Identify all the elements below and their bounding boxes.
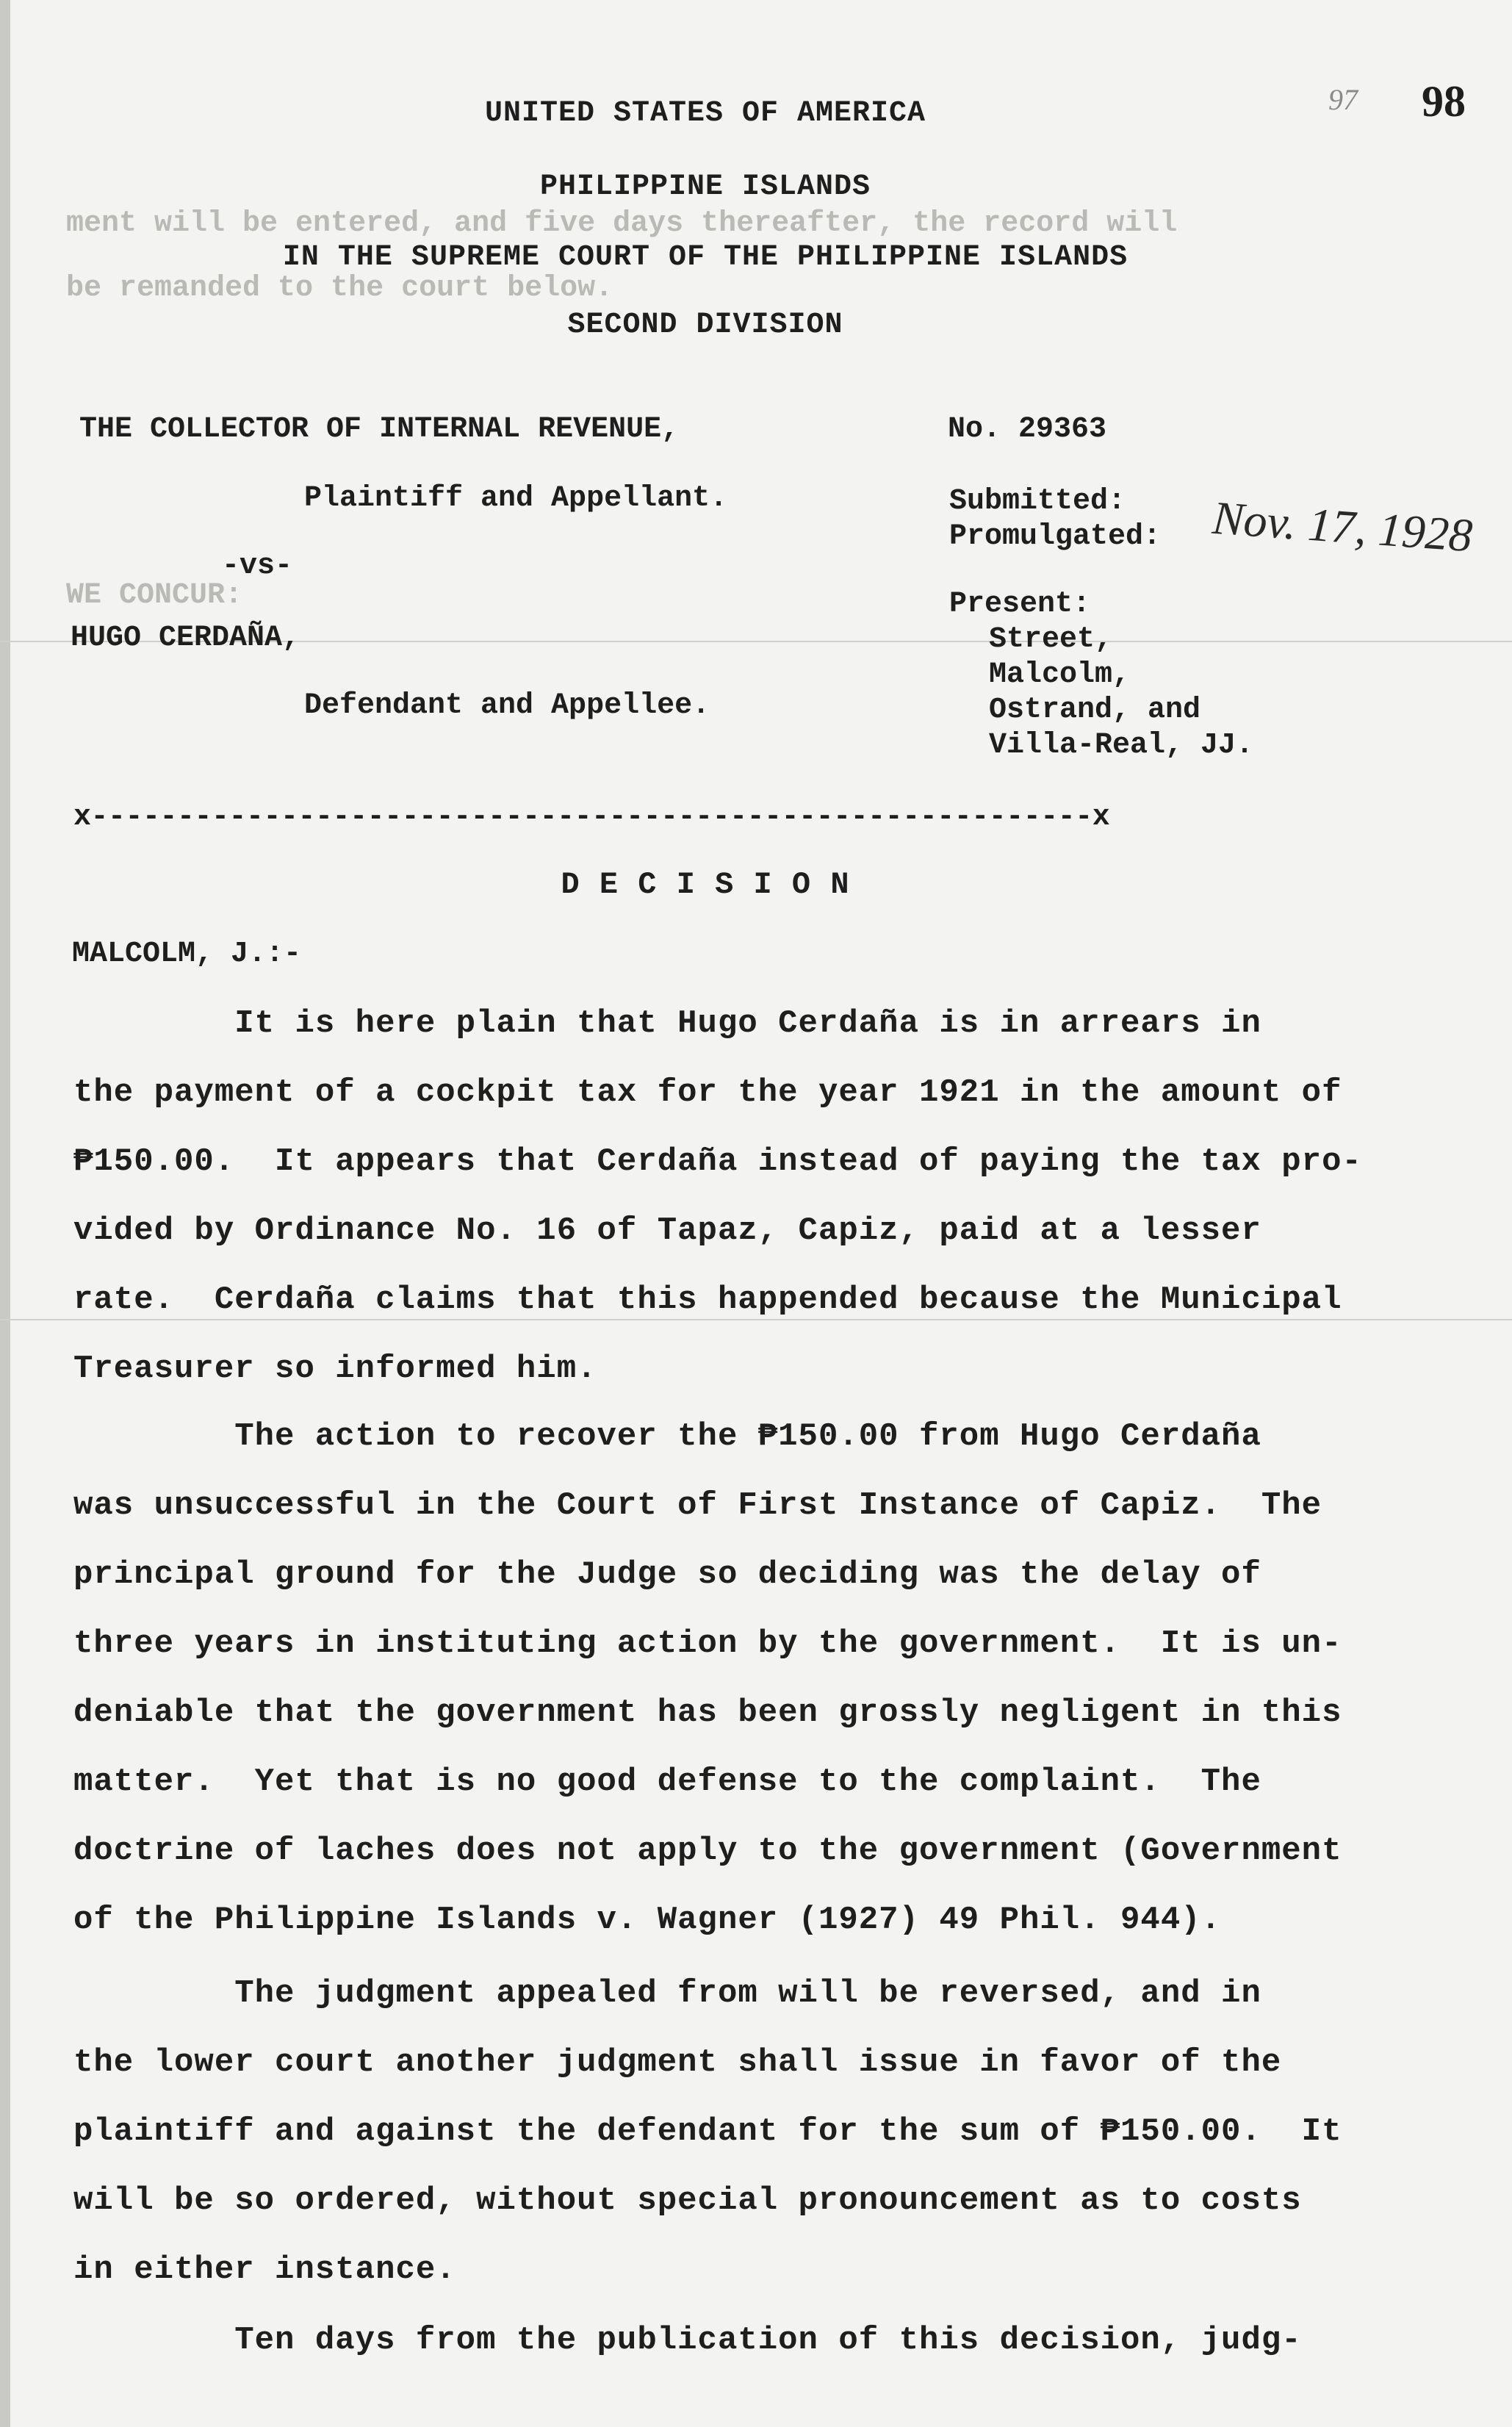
submitted-label: Submitted: xyxy=(949,485,1126,518)
present-label: Present: xyxy=(949,588,1091,621)
plaintiff-role: Plaintiff and Appellant. xyxy=(304,482,728,515)
justice-name: Street, xyxy=(989,623,1113,656)
justice-name: Ostrand, and xyxy=(989,694,1201,727)
justice-name: Malcolm, xyxy=(989,658,1131,691)
decision-line: ₱150.00. It appears that Cerdaña instead of paying the tax pro- xyxy=(73,1143,1362,1180)
decision-line: It is here plain that Hugo Cerdaña is in arrears in xyxy=(73,1005,1261,1042)
bleed-through-line: be remanded to the court below. xyxy=(66,272,613,305)
decision-title: D E C I S I O N xyxy=(561,867,850,902)
plaintiff-name: THE COLLECTOR OF INTERNAL REVENUE, xyxy=(79,413,680,446)
decision-line: The action to recover the ₱150.00 from Hugo Cerdaña xyxy=(73,1418,1261,1455)
decision-line: matter. Yet that is no good defense to the complaint. The xyxy=(73,1763,1261,1800)
decision-line: Treasurer so informed him. xyxy=(73,1351,597,1387)
promulgated-label: Promulgated: xyxy=(949,520,1162,553)
decision-line: principal ground for the Judge so deciding was the delay of xyxy=(73,1556,1261,1593)
case-number: No. 29363 xyxy=(948,413,1107,446)
header-islands: PHILIPPINE ISLANDS xyxy=(539,170,871,204)
header-court: IN THE SUPREME COURT OF THE PHILIPPINE ISLANDS xyxy=(282,241,1128,274)
decision-line: Ten days from the publication of this decision, judg- xyxy=(73,2322,1302,2359)
bleed-through-line: ment will be entered, and five days thereafter, the record will xyxy=(66,207,1178,240)
justice-name: Villa-Real, JJ. xyxy=(989,729,1254,762)
versus: -vs- xyxy=(222,550,293,583)
decision-line: was unsuccessful in the Court of First Instance of Capiz. The xyxy=(73,1487,1322,1524)
scan-edge xyxy=(0,0,10,2427)
defendant-role: Defendant and Appellee. xyxy=(304,689,710,722)
bleed-through-line: WE CONCUR: xyxy=(66,579,243,612)
decision-line: vided by Ordinance No. 16 of Tapaz, Capiz, paid at a lesser xyxy=(73,1212,1261,1249)
decision-line: The judgment appealed from will be reversed, and in xyxy=(73,1975,1261,2012)
defendant-name: HUGO CERDAÑA, xyxy=(71,622,300,655)
decision-line: doctrine of laches does not apply to the government (Government xyxy=(73,1833,1342,1869)
decision-line: the lower court another judgment shall issue in favor of the xyxy=(73,2044,1282,2081)
page-mark: 97 xyxy=(1328,83,1358,116)
decision-line: the payment of a cockpit tax for the year 1921 in the amount of xyxy=(73,1074,1342,1111)
decision-line: rate. Cerdaña claims that this happended because the Municipal xyxy=(73,1281,1342,1318)
decision-line: will be so ordered, without special pronouncement as to costs xyxy=(73,2182,1302,2219)
promulgated-date-handwritten: Nov. 17, 1928 xyxy=(1210,491,1475,562)
decision-line: deniable that the government has been grossly negligent in this xyxy=(73,1694,1342,1731)
page-number: 98 xyxy=(1422,77,1466,126)
scan-fold-line-lower xyxy=(0,1319,1512,1320)
separator-line: x----------------------------------------------------------x xyxy=(73,801,1110,834)
decision-line: plaintiff and against the defendant for the sum of ₱150.00. It xyxy=(73,2113,1342,2150)
header-division: SECOND DIVISION xyxy=(567,309,843,342)
decision-author: MALCOLM, J.:- xyxy=(72,938,302,971)
header-country: UNITED STATES OF AMERICA xyxy=(484,97,926,130)
decision-line: in either instance. xyxy=(73,2251,456,2288)
decision-line: three years in instituting action by the government. It is un- xyxy=(73,1625,1342,1662)
decision-line: of the Philippine Islands v. Wagner (1927) 49 Phil. 944). xyxy=(73,1902,1222,1938)
